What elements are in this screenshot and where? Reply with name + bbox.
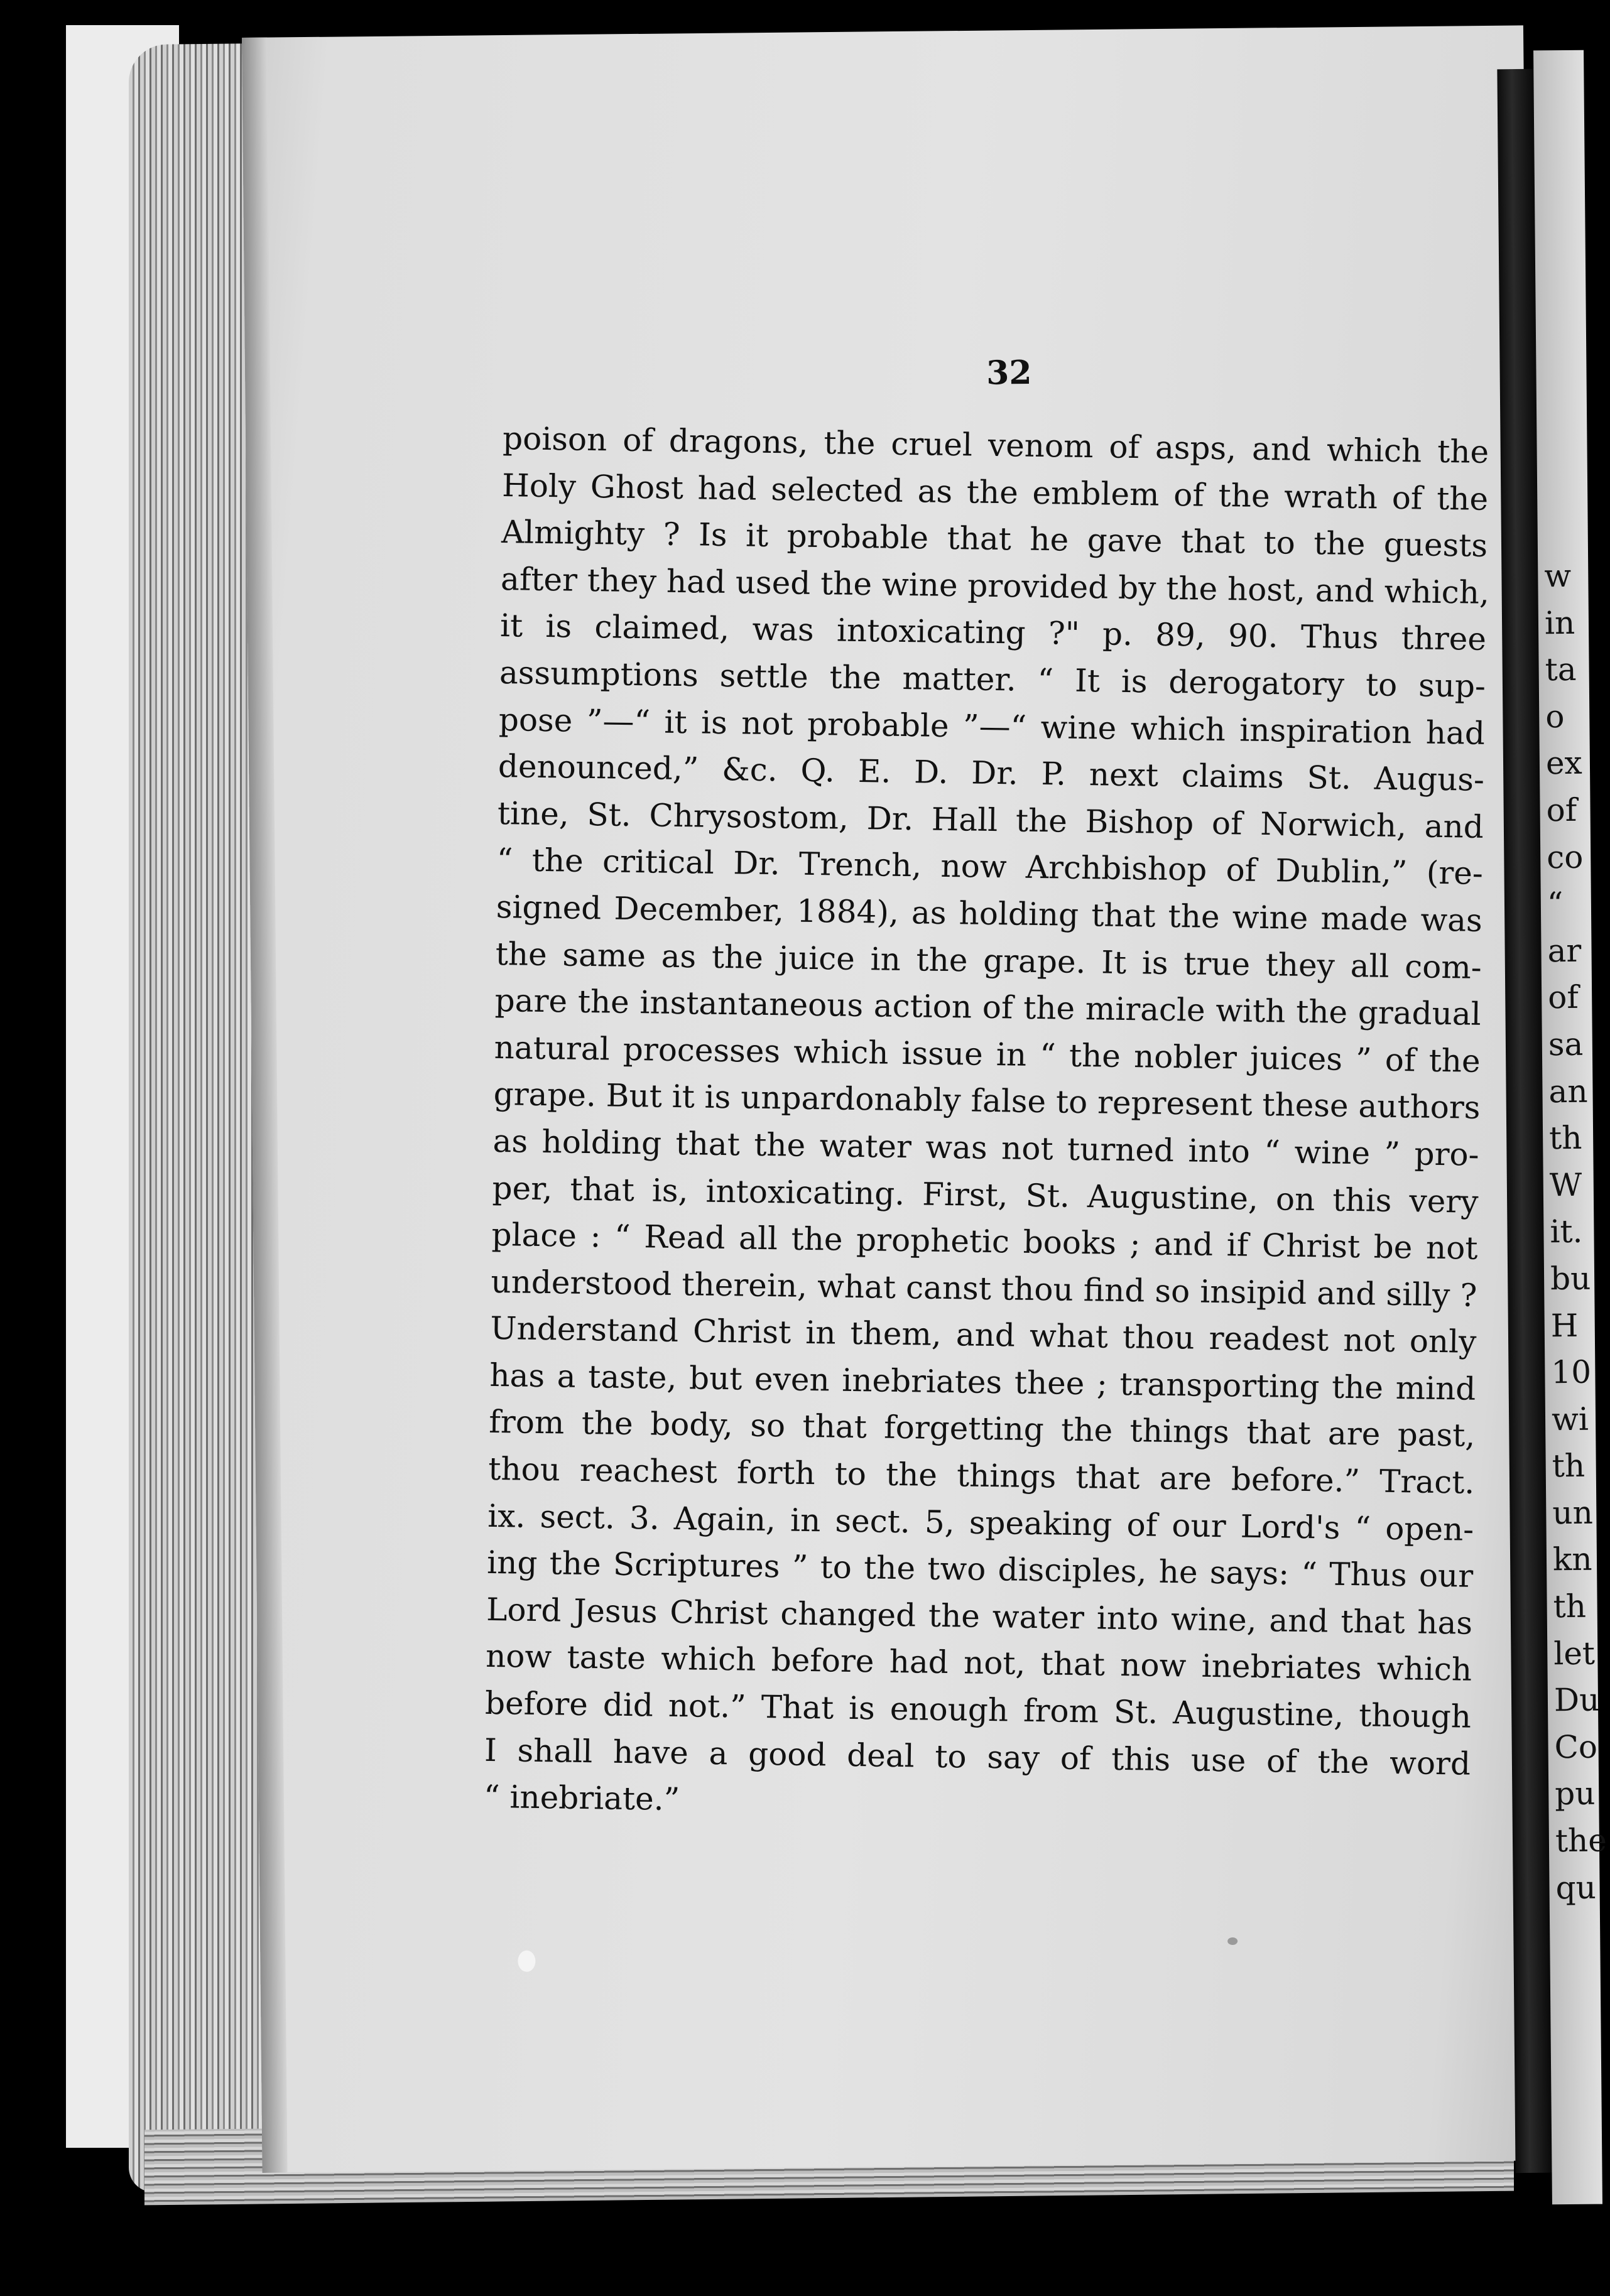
facing-fragment: th	[1553, 1588, 1587, 1625]
text-line: understood therein, what canst thou find so insipid and silly ?	[491, 1263, 1477, 1314]
text-line: natural processes which issue in “ the nobler juices ” of the	[494, 1029, 1481, 1080]
facing-fragment: un	[1552, 1494, 1594, 1532]
text-line: Almighty ? Is it probable that he gave that to the guests	[501, 514, 1488, 565]
facing-fragment: Du	[1553, 1681, 1600, 1719]
text-line: tine, St. Chrysostom, Dr. Hall the Bishop of Norwich, and	[497, 794, 1484, 845]
left-page	[242, 25, 1544, 2172]
text-line: denounced,” &c. Q. E. D. Dr. P. next claims St. Augus-	[498, 748, 1485, 799]
text-line: ing the Scriptures ” to the two disciples, he says: “ Thus our	[486, 1544, 1474, 1595]
facing-fragment: of	[1546, 791, 1577, 829]
facing-fragment: the	[1555, 1822, 1607, 1860]
text-line: thou reachest forth to the things that are before.” Tract.	[487, 1450, 1475, 1501]
facing-fragment: of	[1547, 979, 1579, 1016]
facing-fragment: wi	[1551, 1400, 1589, 1438]
facing-fragment: it.	[1550, 1213, 1583, 1250]
text-line: before did not.” That is enough from St. Augustine, though	[484, 1684, 1472, 1735]
facing-fragment: ar	[1547, 932, 1582, 970]
text-line: now taste which before had not, that now inebriates which	[485, 1638, 1472, 1689]
text-line: poison of dragons, the cruel venom of asps, and which the	[502, 420, 1489, 470]
facing-fragment: H	[1550, 1307, 1579, 1344]
text-line: assumptions settle the matter. “ It is derogatory to sup-	[499, 654, 1486, 705]
text-line: “ the critical Dr. Trench, now Archbishop of Dublin,” (re-	[496, 842, 1484, 892]
text-line: I shall have a good deal to say of this use of the word	[484, 1731, 1471, 1782]
facing-fragment: ex	[1545, 745, 1582, 782]
facing-fragment: an	[1548, 1073, 1588, 1110]
text-line: from the body, so that forgetting the things that are past,	[488, 1404, 1476, 1454]
facing-page-text	[1544, 553, 1607, 1912]
facing-fragment: th	[1552, 1448, 1586, 1485]
text-line: Holy Ghost had selected as the emblem of the wrath of the	[501, 467, 1489, 517]
facing-fragment: kn	[1552, 1541, 1592, 1578]
text-line: as holding that the water was not turned into “ wine ” pro-	[492, 1122, 1479, 1173]
text-line: signed December, 1884), as holding that the wine made was	[496, 888, 1483, 939]
facing-fragment: ta	[1545, 651, 1577, 688]
text-line: ix. sect. 3. Again, in sect. 5, speaking of our Lord's “ open-	[487, 1497, 1474, 1548]
facing-fragment: let	[1553, 1635, 1596, 1672]
facing-fragment: w	[1544, 557, 1572, 595]
text-line: Lord Jesus Christ changed the water into wine, and that has	[486, 1591, 1473, 1642]
page-number: 32	[986, 353, 1032, 393]
facing-fragment: o	[1545, 698, 1565, 735]
text-line: pare the instantaneous action of the miracle with the gradual	[494, 982, 1482, 1032]
facing-fragment: qu	[1555, 1869, 1597, 1906]
facing-fragment: co	[1546, 838, 1584, 875]
paper-speck	[518, 1951, 535, 1972]
facing-fragment: sa	[1548, 1026, 1584, 1063]
text-line: pose ”—“ it is not probable ”—“ wine which inspiration had	[498, 701, 1486, 752]
facing-fragment: Co	[1554, 1728, 1598, 1766]
facing-fragment: bu	[1550, 1260, 1591, 1297]
facing-fragment: W	[1549, 1166, 1582, 1203]
facing-fragment: 10	[1551, 1353, 1592, 1391]
text-line: “ inebriate.”	[483, 1779, 680, 1818]
text-line: per, that is, intoxicating. First, St. Augustine, on this very	[492, 1169, 1479, 1220]
text-line: grape. But it is unpardonably false to represent these authors	[493, 1076, 1481, 1127]
text-line: has a taste, but even inebriates thee ; transporting the mind	[489, 1356, 1476, 1407]
paper-speck	[1227, 1937, 1237, 1945]
facing-fragment: th	[1548, 1119, 1582, 1157]
text-line: Understand Christ in them, and what thou readest not only	[490, 1310, 1477, 1361]
text-line: the same as the juice in the grape. It is true they all com-	[495, 935, 1482, 986]
text-line: it is claimed, was intoxicating ?" p. 89, 90. Thus three	[499, 607, 1487, 658]
facing-fragment: “	[1547, 885, 1564, 923]
facing-fragment: pu	[1555, 1775, 1596, 1812]
body-text	[484, 415, 1489, 1834]
text-line: after they had used the wine provided by the host, and which,	[500, 560, 1490, 611]
facing-fragment: in	[1544, 604, 1575, 641]
text-line: place : “ Read all the prophetic books ; and if Christ be not	[491, 1216, 1478, 1267]
